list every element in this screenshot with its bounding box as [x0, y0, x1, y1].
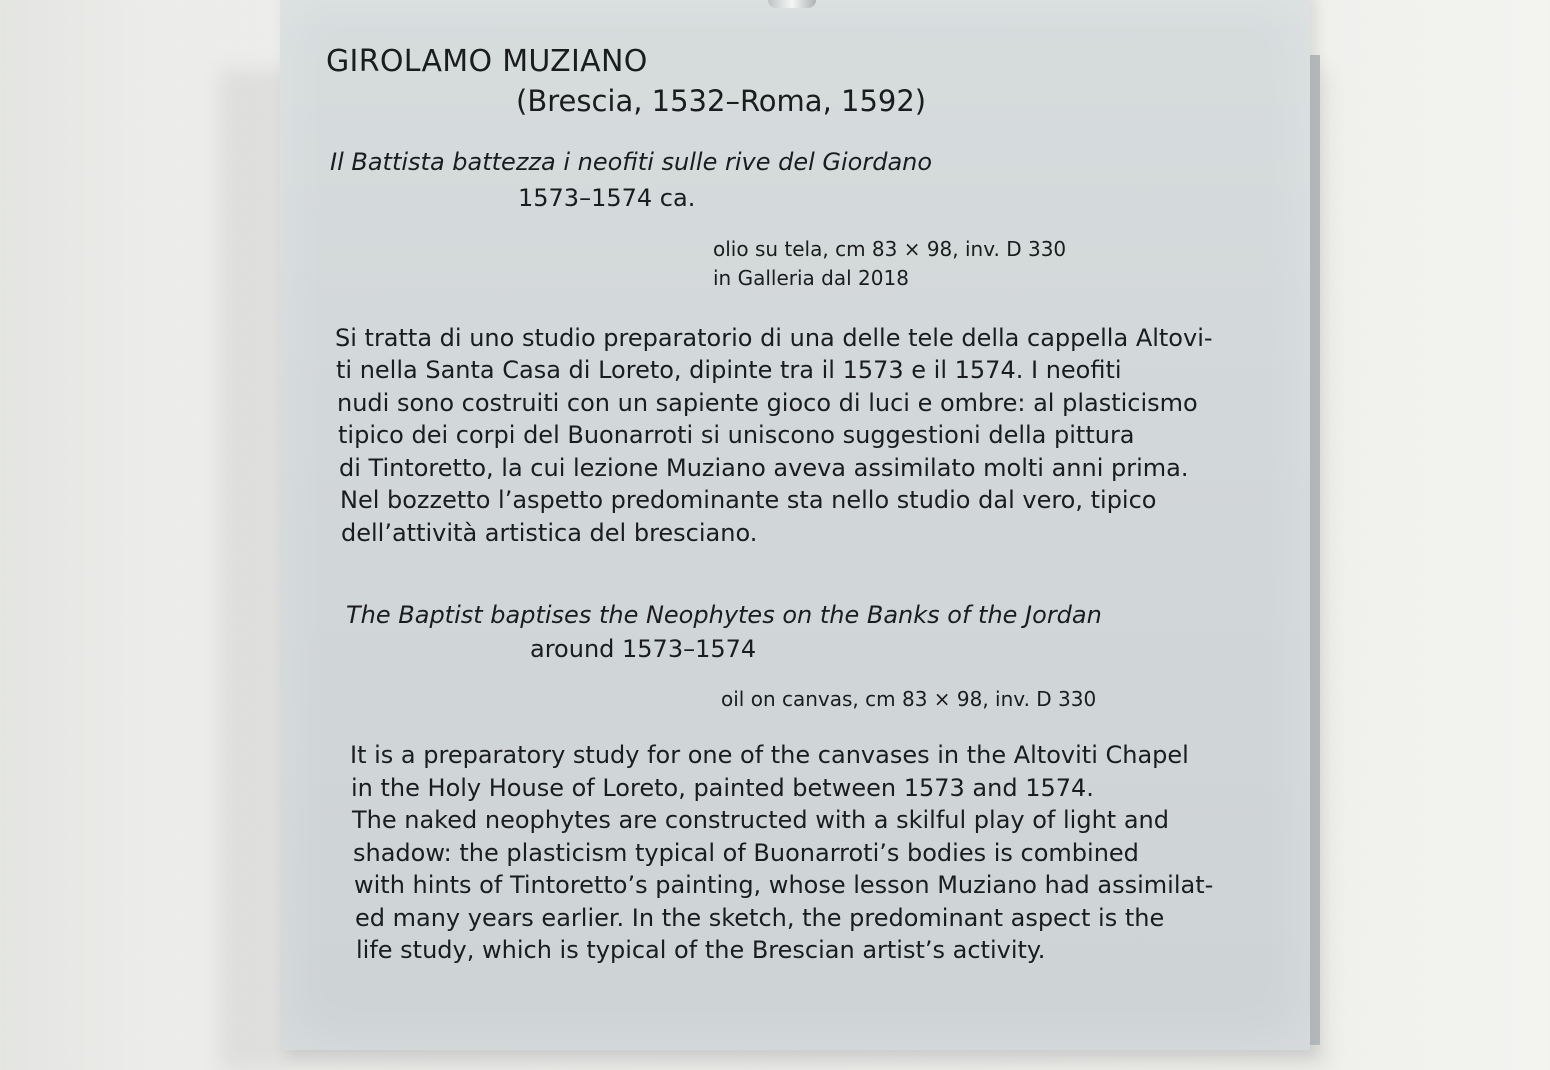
- english-description-line: It is a preparatory study for one of the canvases in the Altoviti Chapel: [350, 741, 1189, 769]
- italian-description-line: tipico dei corpi del Buonarroti si uniscono suggestioni della pittura: [338, 421, 1135, 449]
- italian-description-line: ti nella Santa Casa di Loreto, dipinte tra il 1573 e il 1574. I neofiti: [336, 356, 1122, 384]
- english-description-line: life study, which is typical of the Brescian artist’s activity.: [356, 936, 1046, 964]
- english-description-line: in the Holy House of Loreto, painted between 1573 and 1574.: [351, 774, 1094, 802]
- artist-name: GIROLAMO MUZIANO: [326, 44, 648, 79]
- english-description-line: with hints of Tintoretto’s painting, whose lesson Muziano had assimilat-: [354, 871, 1214, 899]
- italian-date: 1573–1574 ca.: [518, 184, 696, 212]
- italian-description-line: dell’attività artistica del bresciano.: [341, 519, 758, 547]
- italian-description-line: di Tintoretto, la cui lezione Muziano aveva assimilato molti anni prima.: [339, 454, 1189, 482]
- italian-title: Il Battista battezza i neofiti sulle rive del Giordano: [330, 148, 933, 176]
- english-title: The Baptist baptises the Neophytes on the Banks of the Jordan: [346, 601, 1102, 629]
- english-description-line: shadow: the plasticism typical of Buonarroti’s bodies is combined: [353, 839, 1139, 867]
- italian-description-line: nudi sono costruiti con un sapiente gioco di luci e ombre: al plasticismo: [337, 389, 1198, 417]
- english-date: around 1573–1574: [530, 635, 757, 663]
- italian-description-line: Si tratta di uno studio preparatorio di una delle tele della cappella Altovi-: [335, 324, 1213, 352]
- artist-dates: (Brescia, 1532–Roma, 1592): [516, 84, 927, 118]
- italian-provenance: in Galleria dal 2018: [713, 266, 909, 290]
- mounting-clip: [768, 0, 816, 8]
- english-description-line: ed many years earlier. In the sketch, the predominant aspect is the: [355, 904, 1165, 932]
- italian-medium: olio su tela, cm 83 × 98, inv. D 330: [713, 237, 1067, 261]
- italian-description-line: Nel bozzetto l’aspetto predominante sta nello studio dal vero, tipico: [340, 486, 1157, 514]
- english-medium: oil on canvas, cm 83 × 98, inv. D 330: [721, 687, 1097, 711]
- english-description-line: The naked neophytes are constructed with a skilful play of light and: [352, 806, 1169, 834]
